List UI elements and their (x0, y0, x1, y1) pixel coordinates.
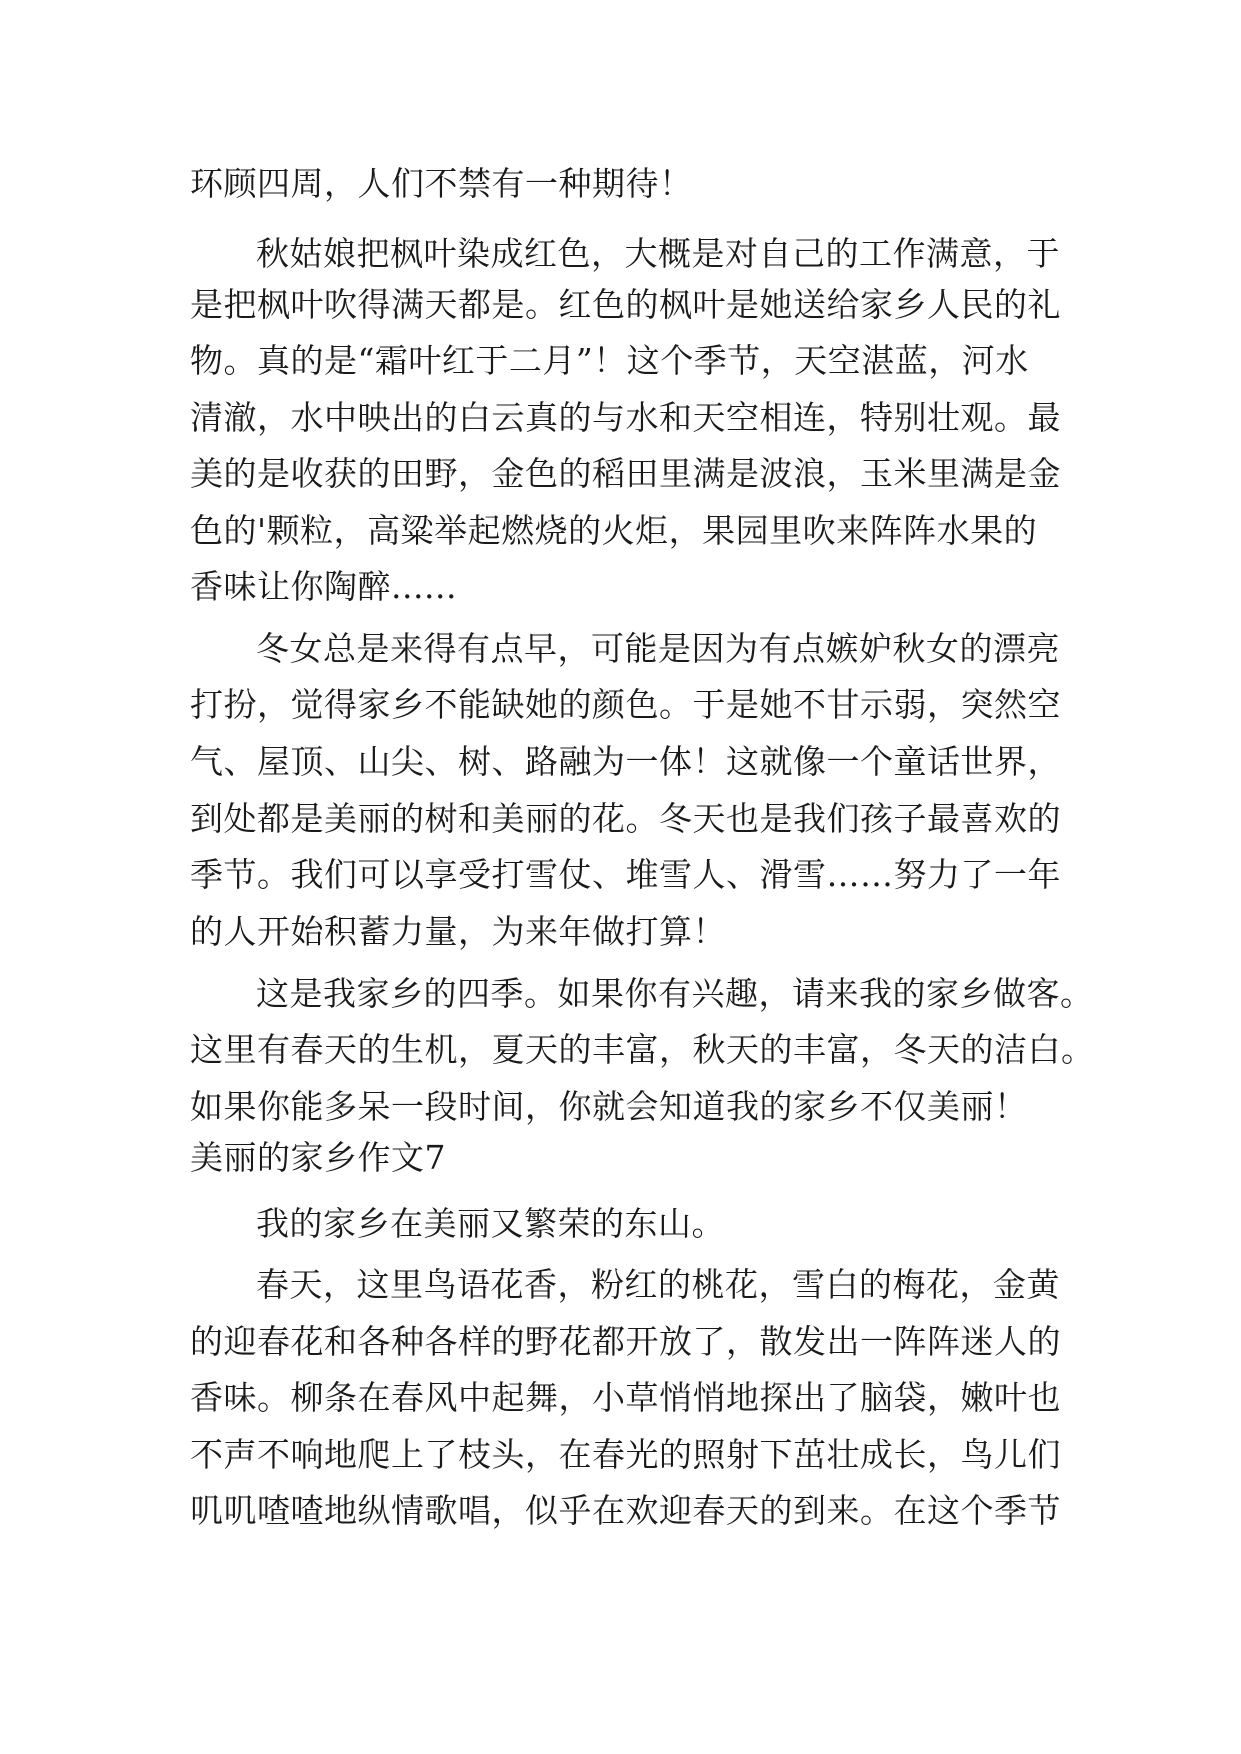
text-line-5: 清澈，水中映出的白云真的与水和天空相连，特别壮观。最 (190, 398, 1061, 437)
text-line-22: 不声不响地爬上了枝头，在春光的照射下茁壮成长，鸟儿们 (190, 1435, 1061, 1474)
text-line-4: 物。真的是“霜叶红于二月”！这个季节，天空湛蓝，河水 (190, 341, 1029, 380)
text-line-23: 叽叽喳喳地纵情歌唱，似乎在欢迎春天的到来。在这个季节 (190, 1491, 1061, 1530)
text-line-15: 这是我家乡的四季。如果你有兴趣，请来我的家乡做客。 (256, 974, 1094, 1013)
text-line-3: 是把枫叶吹得满天都是。红色的枫叶是她送给家乡人民的礼 (190, 285, 1061, 324)
text-line-17: 如果你能多呆一段时间，你就会知道我的家乡不仅美丽！ (190, 1087, 1028, 1126)
text-line-13: 季节。我们可以享受打雪仗、堆雪人、滑雪……努力了一年 (190, 855, 1061, 894)
text-line-19: 春天，这里鸟语花香，粉红的桃花，雪白的梅花，金黄 (256, 1265, 1060, 1304)
text-line-21: 香味。柳条在春风中起舞，小草悄悄地探出了脑袋，嫩叶也 (190, 1378, 1061, 1417)
section-heading: 美丽的家乡作文7 (190, 1138, 446, 1177)
text-line-20: 的迎春花和各种各样的野花都开放了，散发出一阵阵迷人的 (190, 1322, 1061, 1361)
text-line-10: 打扮，觉得家乡不能缺她的颜色。于是她不甘示弱，突然空 (190, 685, 1061, 724)
text-line-6: 美的是收获的田野，金色的稻田里满是波浪，玉米里满是金 (190, 454, 1061, 493)
text-line-14: 的人开始积蓄力量，为来年做打算！ (190, 912, 726, 951)
text-line-1: 环顾四周，人们不禁有一种期待！ (190, 164, 693, 203)
text-line-11: 气、屋顶、山尖、树、路融为一体！这就像一个童话世界， (190, 742, 1061, 781)
text-line-8: 香味让你陶醉...... (190, 567, 457, 606)
text-line-18: 我的家乡在美丽又繁荣的东山。 (256, 1204, 725, 1243)
text-line-2: 秋姑娘把枫叶染成红色，大概是对自己的工作满意，于 (256, 234, 1060, 273)
text-line-12: 到处都是美丽的树和美丽的花。冬天也是我们孩子最喜欢的 (190, 799, 1061, 838)
text-line-16: 这里有春天的生机，夏天的丰富，秋天的丰富，冬天的洁白。 (190, 1030, 1095, 1069)
text-line-9: 冬女总是来得有点早，可能是因为有点嫉妒秋女的漂亮 (256, 629, 1060, 668)
text-line-7: 色的'颗粒，高粱举起燃烧的火炬，果园里吹来阵阵水果的 (190, 511, 1038, 550)
